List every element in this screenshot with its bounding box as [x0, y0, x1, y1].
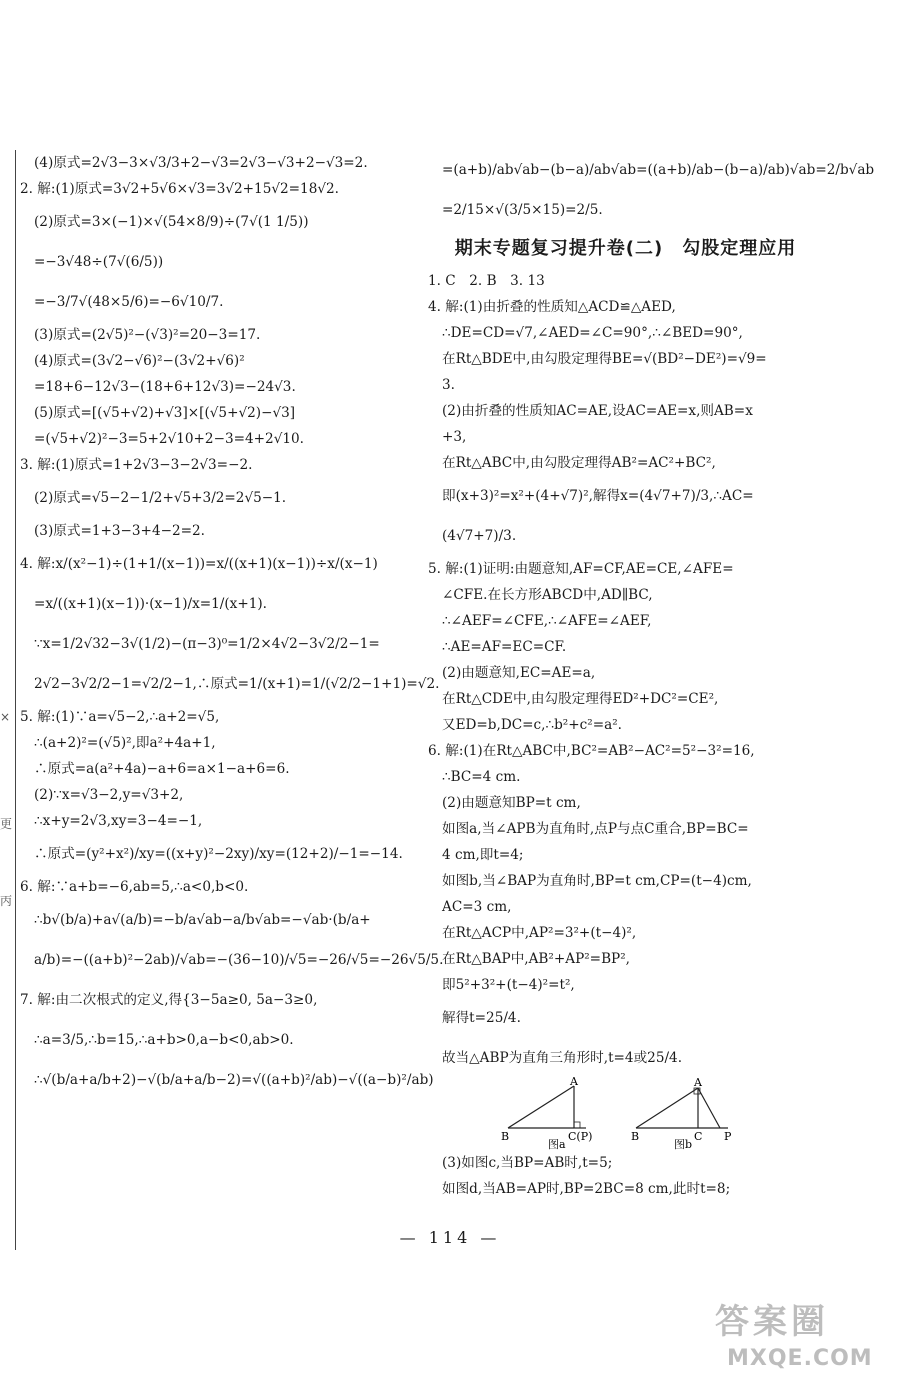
- problem-4-heading: 4. 解:(1)由折叠的性质知△ACD≌△AED,: [428, 299, 676, 315]
- fig-a-caption: 图a: [548, 1138, 566, 1151]
- problem-7-heading: 7. 解:由二次根式的定义,得{3−5a≥0, 5a−3≥0,: [20, 992, 318, 1008]
- solution-line: 在Rt△ABC中,由勾股定理得AB²=AC²+BC²,: [442, 455, 716, 471]
- solution-line: (5)原式=[(√5+√2)+√3]×[(√5+√2)−√3]: [34, 405, 296, 421]
- problem-6-heading: 6. 解:∵a+b=−6,ab=5,∴a<0,b<0.: [20, 879, 249, 895]
- section-title: 期末专题复习提升卷(二) 勾股定理应用: [454, 238, 797, 259]
- margin-char-1: ×: [0, 710, 11, 724]
- left-column: [20, 150, 444, 1100]
- solution-line: 如图a,当∠APB为直角时,点P与点C重合,BP=BC=: [442, 821, 749, 837]
- solution-line: (3)原式=1+3−3+4−2=2.: [34, 523, 205, 539]
- solution-line: 4 cm,即t=4;: [442, 847, 524, 863]
- watermark: [715, 1300, 895, 1385]
- solution-line: =(a+b)/ab√ab−(b−a)/ab√ab=((a+b)/ab−(b−a)/ab)√ab=2/b√ab: [442, 162, 875, 178]
- solution-line: 在Rt△BAP中,AB²+AP²=BP²,: [442, 951, 630, 967]
- solution-line: ∴BC=4 cm.: [442, 769, 521, 785]
- solution-line: (3)如图c,当BP=AB时,t=5;: [442, 1155, 613, 1171]
- answers-1-3: 1. C 2. B 3. 13: [428, 273, 545, 289]
- solution-line: 在Rt△CDE中,由勾股定理得ED²+DC²=CE²,: [442, 691, 719, 707]
- solution-line: =−3√48÷(7√(6/5)): [34, 254, 164, 270]
- solution-line: (2)原式=√5−2−1/2+√5+3/2=2√5−1.: [34, 490, 287, 506]
- solution-line: (4)原式=(3√2−√6)²−(3√2+√6)²: [34, 353, 245, 369]
- solution-line: a/b)=−((a+b)²−2ab)/√ab=−(36−10)/√5=−26/√5=−26√5/5.: [34, 952, 444, 968]
- problem-3-heading: 3. 解:(1)原式=1+2√3−3−2√3=−2.: [20, 457, 253, 473]
- fig-b-label-b: B: [631, 1130, 640, 1143]
- solution-line: ∴DE=CD=√7,∠AED=∠C=90°,∴∠BED=90°,: [442, 325, 743, 341]
- solution-line: ∴b√(b/a)+a√(a/b)=−b/a√ab−a/b√ab=−√ab·(b/a+: [34, 912, 371, 928]
- fig-a-label-a: A: [570, 1075, 578, 1088]
- solution-line: (2)由题意知,EC=AE=a,: [442, 665, 596, 681]
- fig-b-caption: 图b: [674, 1138, 693, 1151]
- fig-b-label-p: P: [724, 1130, 732, 1143]
- right-column: [428, 150, 875, 1202]
- solution-line: 即(x+3)²=x²+(4+√7)²,解得x=(4√7+7)/3,∴AC=: [442, 488, 754, 504]
- solution-line: ∠CFE.在长方形ABCD中,AD∥BC,: [442, 587, 653, 603]
- solution-line: (4√7+7)/3.: [442, 528, 517, 544]
- column-divider: [15, 150, 16, 1250]
- solution-line: 又ED=b,DC=c,∴b²+c²=a².: [442, 717, 622, 733]
- problem-2-heading: 2. 解:(1)原式=3√2+5√6×√3=3√2+15√2=18√2.: [20, 181, 339, 197]
- solution-line: ∴a=3/5,∴b=15,∴a+b>0,a−b<0,ab>0.: [34, 1032, 294, 1048]
- solution-line: ∴∠AEF=∠CFE,∴∠AFE=∠AEF,: [442, 613, 652, 629]
- solution-line: 如图b,当∠BAP为直角时,BP=t cm,CP=(t−4)cm,: [442, 873, 752, 889]
- solution-line: AC=3 cm,: [442, 899, 512, 915]
- triangle-diagrams: [498, 1075, 758, 1151]
- fig-a-label-cp: C(P): [568, 1130, 593, 1143]
- triangle-figures: [428, 1075, 823, 1151]
- figure-a: [501, 1075, 592, 1151]
- watermark-logo: 答案圈: [715, 1302, 829, 1342]
- solution-line: ∴原式=a(a²+4a)−a+6=a×1−a+6=6.: [34, 761, 290, 777]
- solution-line: =x/((x+1)(x−1))·(x−1)/x=1/(x+1).: [34, 596, 267, 612]
- solution-line: =(√5+√2)²−3=5+2√10+2−3=4+2√10.: [34, 431, 304, 447]
- watermark-site: MXQE.COM: [727, 1346, 873, 1371]
- solution-line: ∴AE=AF=EC=CF.: [442, 639, 567, 655]
- solution-line: =2/15×√(3/5×15)=2/5.: [442, 202, 603, 218]
- solution-line: (2)原式=3×(−1)×√(54×8/9)÷(7√(1 1/5)): [34, 214, 309, 230]
- problem-4-heading: 4. 解:x/(x²−1)÷(1+1/(x−1))=x/((x+1)(x−1))÷x/(x−1): [20, 556, 378, 572]
- margin-char-2: 更: [0, 817, 13, 831]
- page-number: — 114 —: [399, 1228, 501, 1247]
- solution-line: =18+6−12√3−(18+6+12√3)=−24√3.: [34, 379, 296, 395]
- solution-line: =−3/7√(48×5/6)=−6√10/7.: [34, 294, 224, 310]
- solution-line: ∵x=1/2√32−3√(1/2)−(π−3)⁰=1/2×4√2−3√2/2−1=: [34, 636, 380, 652]
- solution-line: 3.: [442, 377, 455, 393]
- solution-line: 故当△ABP为直角三角形时,t=4或25/4.: [442, 1050, 683, 1066]
- solution-line: (2)由题意知BP=t cm,: [442, 795, 581, 811]
- solution-line: (4)原式=2√3−3×√3/3+2−√3=2√3−√3+2−√3=2.: [34, 155, 368, 171]
- solution-line: +3,: [442, 429, 467, 445]
- fig-b-side-ab: [636, 1088, 698, 1128]
- solution-line: (2)∵x=√3−2,y=√3+2,: [34, 787, 184, 803]
- fig-a-right-angle: [574, 1122, 580, 1128]
- fig-b-label-c: C: [694, 1130, 703, 1143]
- solution-line: (3)原式=(2√5)²−(√3)²=20−3=17.: [34, 327, 261, 343]
- solution-line: 2√2−3√2/2−1=√2/2−1,∴原式=1/(x+1)=1/(√2/2−1+1)=√2.: [34, 676, 440, 692]
- solution-line: 即5²+3²+(t−4)²=t²,: [442, 977, 575, 993]
- solution-line: 在Rt△BDE中,由勾股定理得BE=√(BD²−DE²)=√9=: [442, 351, 767, 367]
- solution-line: ∴x+y=2√3,xy=3−4=−1,: [34, 813, 203, 829]
- fig-a-hypotenuse: [508, 1086, 574, 1128]
- problem-5-heading: 5. 解:(1)证明:由题意知,AF=CF,AE=CE,∠AFE=: [428, 561, 734, 577]
- solution-line: 在Rt△ACP中,AP²=3²+(t−4)²,: [442, 925, 637, 941]
- fig-b-label-a: A: [694, 1076, 702, 1089]
- solution-line: ∴√(b/a+a/b+2)−√(b/a+a/b−2)=√((a+b)²/ab)−√((a−b)²/ab): [34, 1072, 434, 1088]
- solution-line: ∴原式=(y²+x²)/xy=((x+y)²−2xy)/xy=(12+2)/−1=−14.: [34, 846, 403, 862]
- solution-line: 如图d,当AB=AP时,BP=2BC=8 cm,此时t=8;: [442, 1181, 731, 1197]
- problem-5-heading: 5. 解:(1)∵a=√5−2,∴a+2=√5,: [20, 709, 220, 725]
- solution-line: 解得t=25/4.: [442, 1010, 521, 1026]
- solution-line: (2)由折叠的性质知AC=AE,设AC=AE=x,则AB=x: [442, 403, 753, 419]
- margin-char-3: 丙: [0, 894, 13, 908]
- figure-b: [631, 1076, 732, 1151]
- problem-6-heading: 6. 解:(1)在Rt△ABC中,BC²=AB²−AC²=5²−3²=16,: [428, 743, 755, 759]
- fig-b-side-ap: [698, 1088, 720, 1128]
- fig-a-label-b: B: [501, 1130, 510, 1143]
- solution-line: ∴(a+2)²=(√5)²,即a²+4a+1,: [34, 735, 216, 751]
